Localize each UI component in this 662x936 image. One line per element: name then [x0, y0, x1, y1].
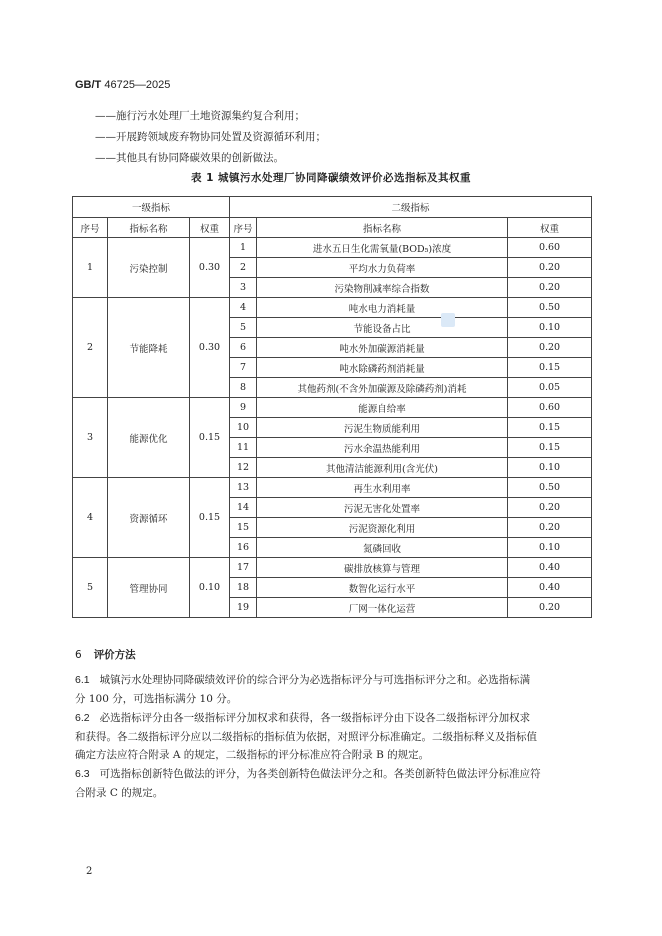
item-name: 再生水利用率 [257, 478, 508, 498]
item-number: 3 [230, 278, 257, 298]
item-name: 污水余温热能利用 [257, 438, 508, 458]
clause-number: 6.1 [75, 674, 90, 686]
item-number: 6 [230, 338, 257, 358]
group-number: 2 [73, 298, 108, 398]
group-name: 节能降耗 [108, 298, 190, 398]
group-header-level2: 二级指标 [230, 197, 592, 218]
section-title: 评价方法 [93, 649, 136, 661]
item-number: 5 [230, 318, 257, 338]
indicator-table [72, 196, 592, 618]
group-name: 能源优化 [108, 398, 190, 478]
col-header: 指标名称 [257, 218, 508, 238]
item-name: 污泥无害化处置率 [257, 498, 508, 518]
item-number: 4 [230, 298, 257, 318]
item-number: 13 [230, 478, 257, 498]
group-weight: 0.10 [190, 558, 230, 618]
item-weight: 0.15 [508, 418, 592, 438]
table-body [73, 238, 592, 618]
item-name: 其他清洁能源利用(含光伏) [257, 458, 508, 478]
item-weight: 0.10 [508, 538, 592, 558]
item-name: 碳排放核算与管理 [257, 558, 508, 578]
dash-item: ——其他具有协同降碳效果的创新做法。 [95, 152, 284, 164]
paragraph-line: 和获得。各二级指标评分应以二级指标的指标值为依据，对照评分标准确定。二级指标释义及指标值 [75, 730, 537, 743]
standard-code: GB/T [75, 79, 102, 91]
group-weight: 0.15 [190, 398, 230, 478]
item-number: 12 [230, 458, 257, 478]
item-name: 能源自给率 [257, 398, 508, 418]
item-number: 15 [230, 518, 257, 538]
table-title: 表 1 城镇污水处理厂协同降碳绩效评价必选指标及其权重 [190, 172, 472, 184]
item-number: 16 [230, 538, 257, 558]
item-name: 吨水除磷药剂消耗量 [257, 358, 508, 378]
dash-item: ——施行污水处理厂土地资源集约复合利用； [95, 110, 305, 122]
item-weight: 0.20 [508, 258, 592, 278]
dash-item: ——开展跨领域废弃物协同处置及资源循环利用； [95, 131, 326, 143]
item-number: 7 [230, 358, 257, 378]
item-weight: 0.10 [508, 458, 592, 478]
col-header: 序号 [230, 218, 257, 238]
col-header: 权重 [190, 218, 230, 238]
group-header-level1: 一级指标 [73, 197, 230, 218]
item-name: 进水五日生化需氧量(BOD₅)浓度 [257, 238, 508, 258]
item-name: 氮磷回收 [257, 538, 508, 558]
paragraph-line: 可选指标创新特色做法的评分，为各类创新特色做法评分之和。各类创新特色做法评分标准应符 [99, 768, 541, 780]
paragraph-line: 城镇污水处理协同降碳绩效评价的综合评分为必选指标评分与可选指标评分之和。必选指标满 [99, 674, 531, 686]
item-number: 17 [230, 558, 257, 578]
watermark-icon [441, 313, 455, 327]
item-number: 8 [230, 378, 257, 398]
group-number: 5 [73, 558, 108, 618]
section-number: 6 [75, 649, 82, 661]
item-name: 污泥生物质能利用 [257, 418, 508, 438]
item-name: 吨水电力消耗量 [257, 298, 508, 318]
paragraph-6-3 [75, 765, 595, 802]
item-weight: 0.50 [508, 298, 592, 318]
table-row [73, 478, 592, 498]
col-header: 权重 [508, 218, 592, 238]
paragraph-line: 确定方法应符合附录 A 的规定，二级指标的评分标准应符合附录 B 的规定。 [75, 749, 430, 762]
item-weight: 0.20 [508, 598, 592, 618]
item-weight: 0.05 [508, 378, 592, 398]
item-name: 节能设备占比 [257, 318, 508, 338]
group-name: 管理协同 [108, 558, 190, 618]
paragraph-line: 分 100 分，可选指标满分 10 分。 [75, 692, 238, 705]
table-row [73, 298, 592, 318]
item-number: 11 [230, 438, 257, 458]
group-number: 1 [73, 238, 108, 298]
item-weight: 0.20 [508, 338, 592, 358]
item-name: 数智化运行水平 [257, 578, 508, 598]
item-weight: 0.20 [508, 518, 592, 538]
page-header [75, 79, 170, 91]
dash-list [95, 106, 326, 169]
item-number: 14 [230, 498, 257, 518]
item-weight: 0.60 [508, 238, 592, 258]
item-number: 10 [230, 418, 257, 438]
item-weight: 0.50 [508, 478, 592, 498]
item-name: 污泥资源化利用 [257, 518, 508, 538]
group-name: 污染控制 [108, 238, 190, 298]
item-number: 9 [230, 398, 257, 418]
item-name: 污染物削减率综合指数 [257, 278, 508, 298]
paragraph-line: 必选指标评分由各一级指标评分加权求和获得，各一级指标评分由下设各二级指标评分加权求 [99, 712, 531, 724]
paragraph-line: 合附录 C 的规定。 [75, 786, 164, 799]
item-weight: 0.40 [508, 558, 592, 578]
item-name: 吨水外加碳源消耗量 [257, 338, 508, 358]
item-weight: 0.10 [508, 318, 592, 338]
table-row [73, 558, 592, 578]
item-weight: 0.15 [508, 358, 592, 378]
group-weight: 0.30 [190, 238, 230, 298]
item-weight: 0.60 [508, 398, 592, 418]
standard-number: 46725—2025 [104, 79, 171, 91]
item-number: 2 [230, 258, 257, 278]
group-weight: 0.15 [190, 478, 230, 558]
clause-number: 6.2 [75, 712, 90, 724]
item-weight: 0.40 [508, 578, 592, 598]
item-weight: 0.20 [508, 498, 592, 518]
item-name: 厂网一体化运营 [257, 598, 508, 618]
item-weight: 0.15 [508, 438, 592, 458]
table-row [73, 398, 592, 418]
item-name: 其他药剂(不含外加碳源及除磷药剂)消耗 [257, 378, 508, 398]
page-number: 2 [86, 866, 93, 877]
item-number: 1 [230, 238, 257, 258]
group-weight: 0.30 [190, 298, 230, 398]
col-header: 指标名称 [108, 218, 190, 238]
item-number: 18 [230, 578, 257, 598]
group-name: 资源循环 [108, 478, 190, 558]
clause-number: 6.3 [75, 768, 90, 780]
table-row [73, 238, 592, 258]
group-number: 4 [73, 478, 108, 558]
item-weight: 0.20 [508, 278, 592, 298]
item-name: 平均水力负荷率 [257, 258, 508, 278]
paragraph-6-2 [75, 709, 595, 765]
item-number: 19 [230, 598, 257, 618]
group-number: 3 [73, 398, 108, 478]
paragraph-6-1 [75, 671, 595, 708]
section-heading [75, 647, 136, 662]
col-header: 序号 [73, 218, 108, 238]
